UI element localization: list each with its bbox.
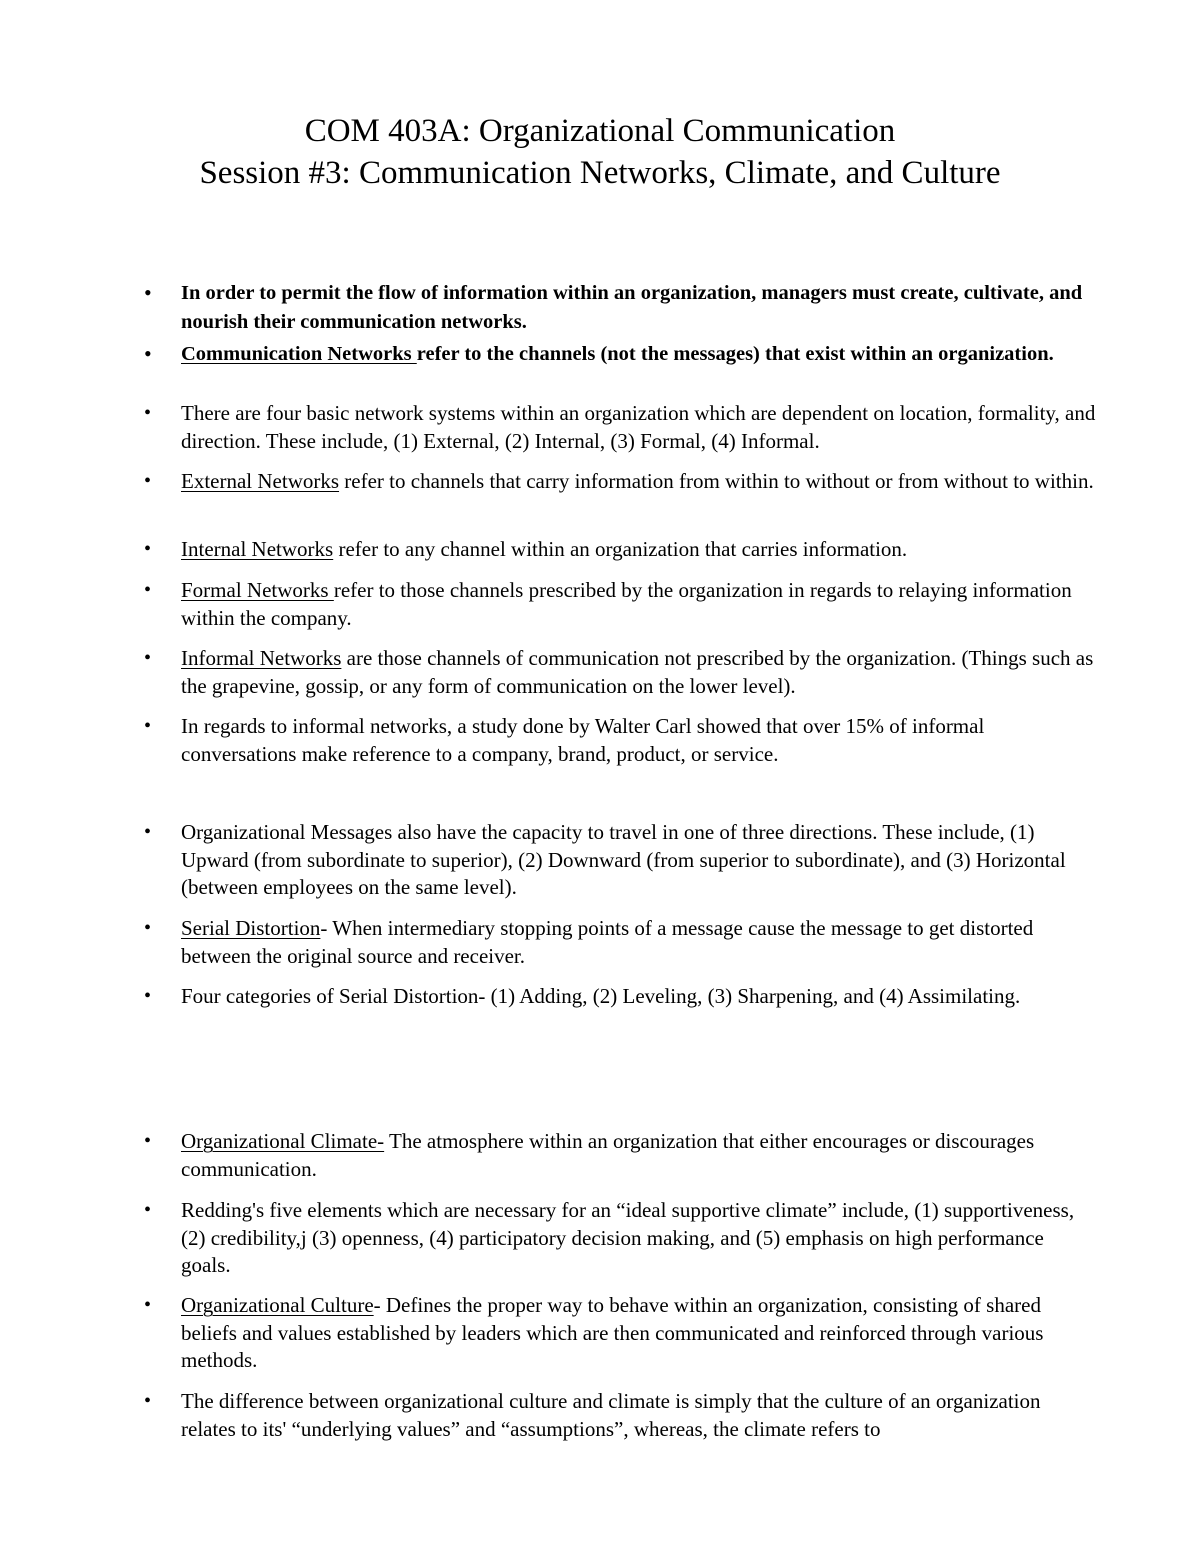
bullet-text: Organizational Messages also have the capacity to travel in one of three directions. These include, (1) Upward (from subordinate to superior), (2) Downward (from superior to subordinate), and (3) Horizontal (between employees on the same level).	[181, 820, 1066, 899]
bullet-icon: •	[144, 341, 152, 366]
definition: refer to the channels (not the messages) that exist within an organization.	[416, 343, 1054, 365]
term-organizational-culture: Organizational Culture	[181, 1293, 374, 1317]
bullet-text	[181, 340, 1096, 369]
bullet-icon: •	[144, 647, 152, 669]
session-title: Session #3: Communication Networks, Climate, and Culture	[199, 155, 1001, 191]
bullet-icon: •	[144, 917, 152, 939]
definition: refer to those channels prescribed by the organization in regards to relaying information within the company.	[181, 578, 1072, 630]
bullet-icon: •	[144, 1294, 152, 1316]
bullet-text: In regards to informal networks, a study done by Walter Carl showed that over 15% of informal conversations make reference to a company, brand, product, or service.	[181, 714, 985, 766]
definition: refer to any channel within an organization that carries information.	[333, 537, 908, 561]
bullet-text: The difference between organizational culture and climate is simply that the culture of an organization relates to its' “underlying values” and “assumptions”, whereas, the climate refers to	[181, 1389, 1041, 1441]
bullet-text	[181, 577, 1096, 632]
bullet-text	[181, 536, 1096, 564]
bullet-icon: •	[144, 821, 152, 843]
bullet-text	[181, 1292, 1096, 1375]
course-title: COM 403A: Organizational Communication	[304, 113, 896, 149]
bullet-text	[181, 1128, 1096, 1183]
term-informal-networks: Informal Networks	[181, 646, 342, 670]
term-internal-networks: Internal Networks	[181, 537, 334, 561]
bullet-icon: •	[144, 715, 152, 737]
bullet-text	[181, 645, 1096, 700]
bullet-text: Redding's five elements which are necessary for an “ideal supportive climate” include, (1) supportiveness, (2) credibility,j (3) openness, (4) participatory decision making, and (5) emphasis on high performance goals.	[181, 1198, 1075, 1277]
bullet-icon: •	[144, 470, 152, 492]
bullet-text	[181, 468, 1096, 496]
definition: refer to channels that carry information from within to without or from without to within.	[339, 469, 1094, 493]
bullet-icon: •	[144, 402, 152, 424]
bullet-icon: •	[144, 280, 152, 305]
bullet-icon: •	[144, 1130, 152, 1152]
bullet-text: In order to permit the flow of information within an organization, managers must create, cultivate, and nourish their communication networks.	[181, 282, 1083, 333]
term-formal-networks: Formal Networks	[181, 578, 334, 602]
bullet-icon: •	[144, 579, 152, 601]
term-organizational-climate: Organizational Climate-	[181, 1129, 385, 1153]
bullet-text: There are four basic network systems within an organization which are dependent on location, formality, and direction. These include, (1) External, (2) Internal, (3) Formal, (4) Informal.	[181, 401, 1096, 453]
bullet-icon: •	[144, 538, 152, 560]
bullet-text: Four categories of Serial Distortion- (1) Adding, (2) Leveling, (3) Sharpening, and (4) Assimilating.	[181, 984, 1021, 1008]
bullet-icon: •	[144, 985, 152, 1007]
title-block	[0, 110, 1200, 194]
term-serial-distortion: Serial Distortion	[181, 916, 321, 940]
definition: are those channels of communication not prescribed by the organization. (Things such as the grapevine, gossip, or any form of communication on the lower level).	[181, 646, 1094, 698]
definition: - When intermediary stopping points of a message cause the message to get distorted between the original source and receiver.	[181, 916, 1034, 968]
bullet-icon: •	[144, 1390, 152, 1412]
term-external-networks: External Networks	[181, 469, 340, 493]
term-communication-networks: Communication Networks	[181, 343, 417, 365]
bullet-text	[181, 915, 1096, 970]
bullet-icon: •	[144, 1199, 152, 1221]
definition: The atmosphere within an organization that either encourages or discourages communication.	[181, 1129, 1035, 1181]
definition: - Defines the proper way to behave within an organization, consisting of shared beliefs and values established by leaders which are then communicated and reinforced through various methods.	[181, 1293, 1044, 1372]
